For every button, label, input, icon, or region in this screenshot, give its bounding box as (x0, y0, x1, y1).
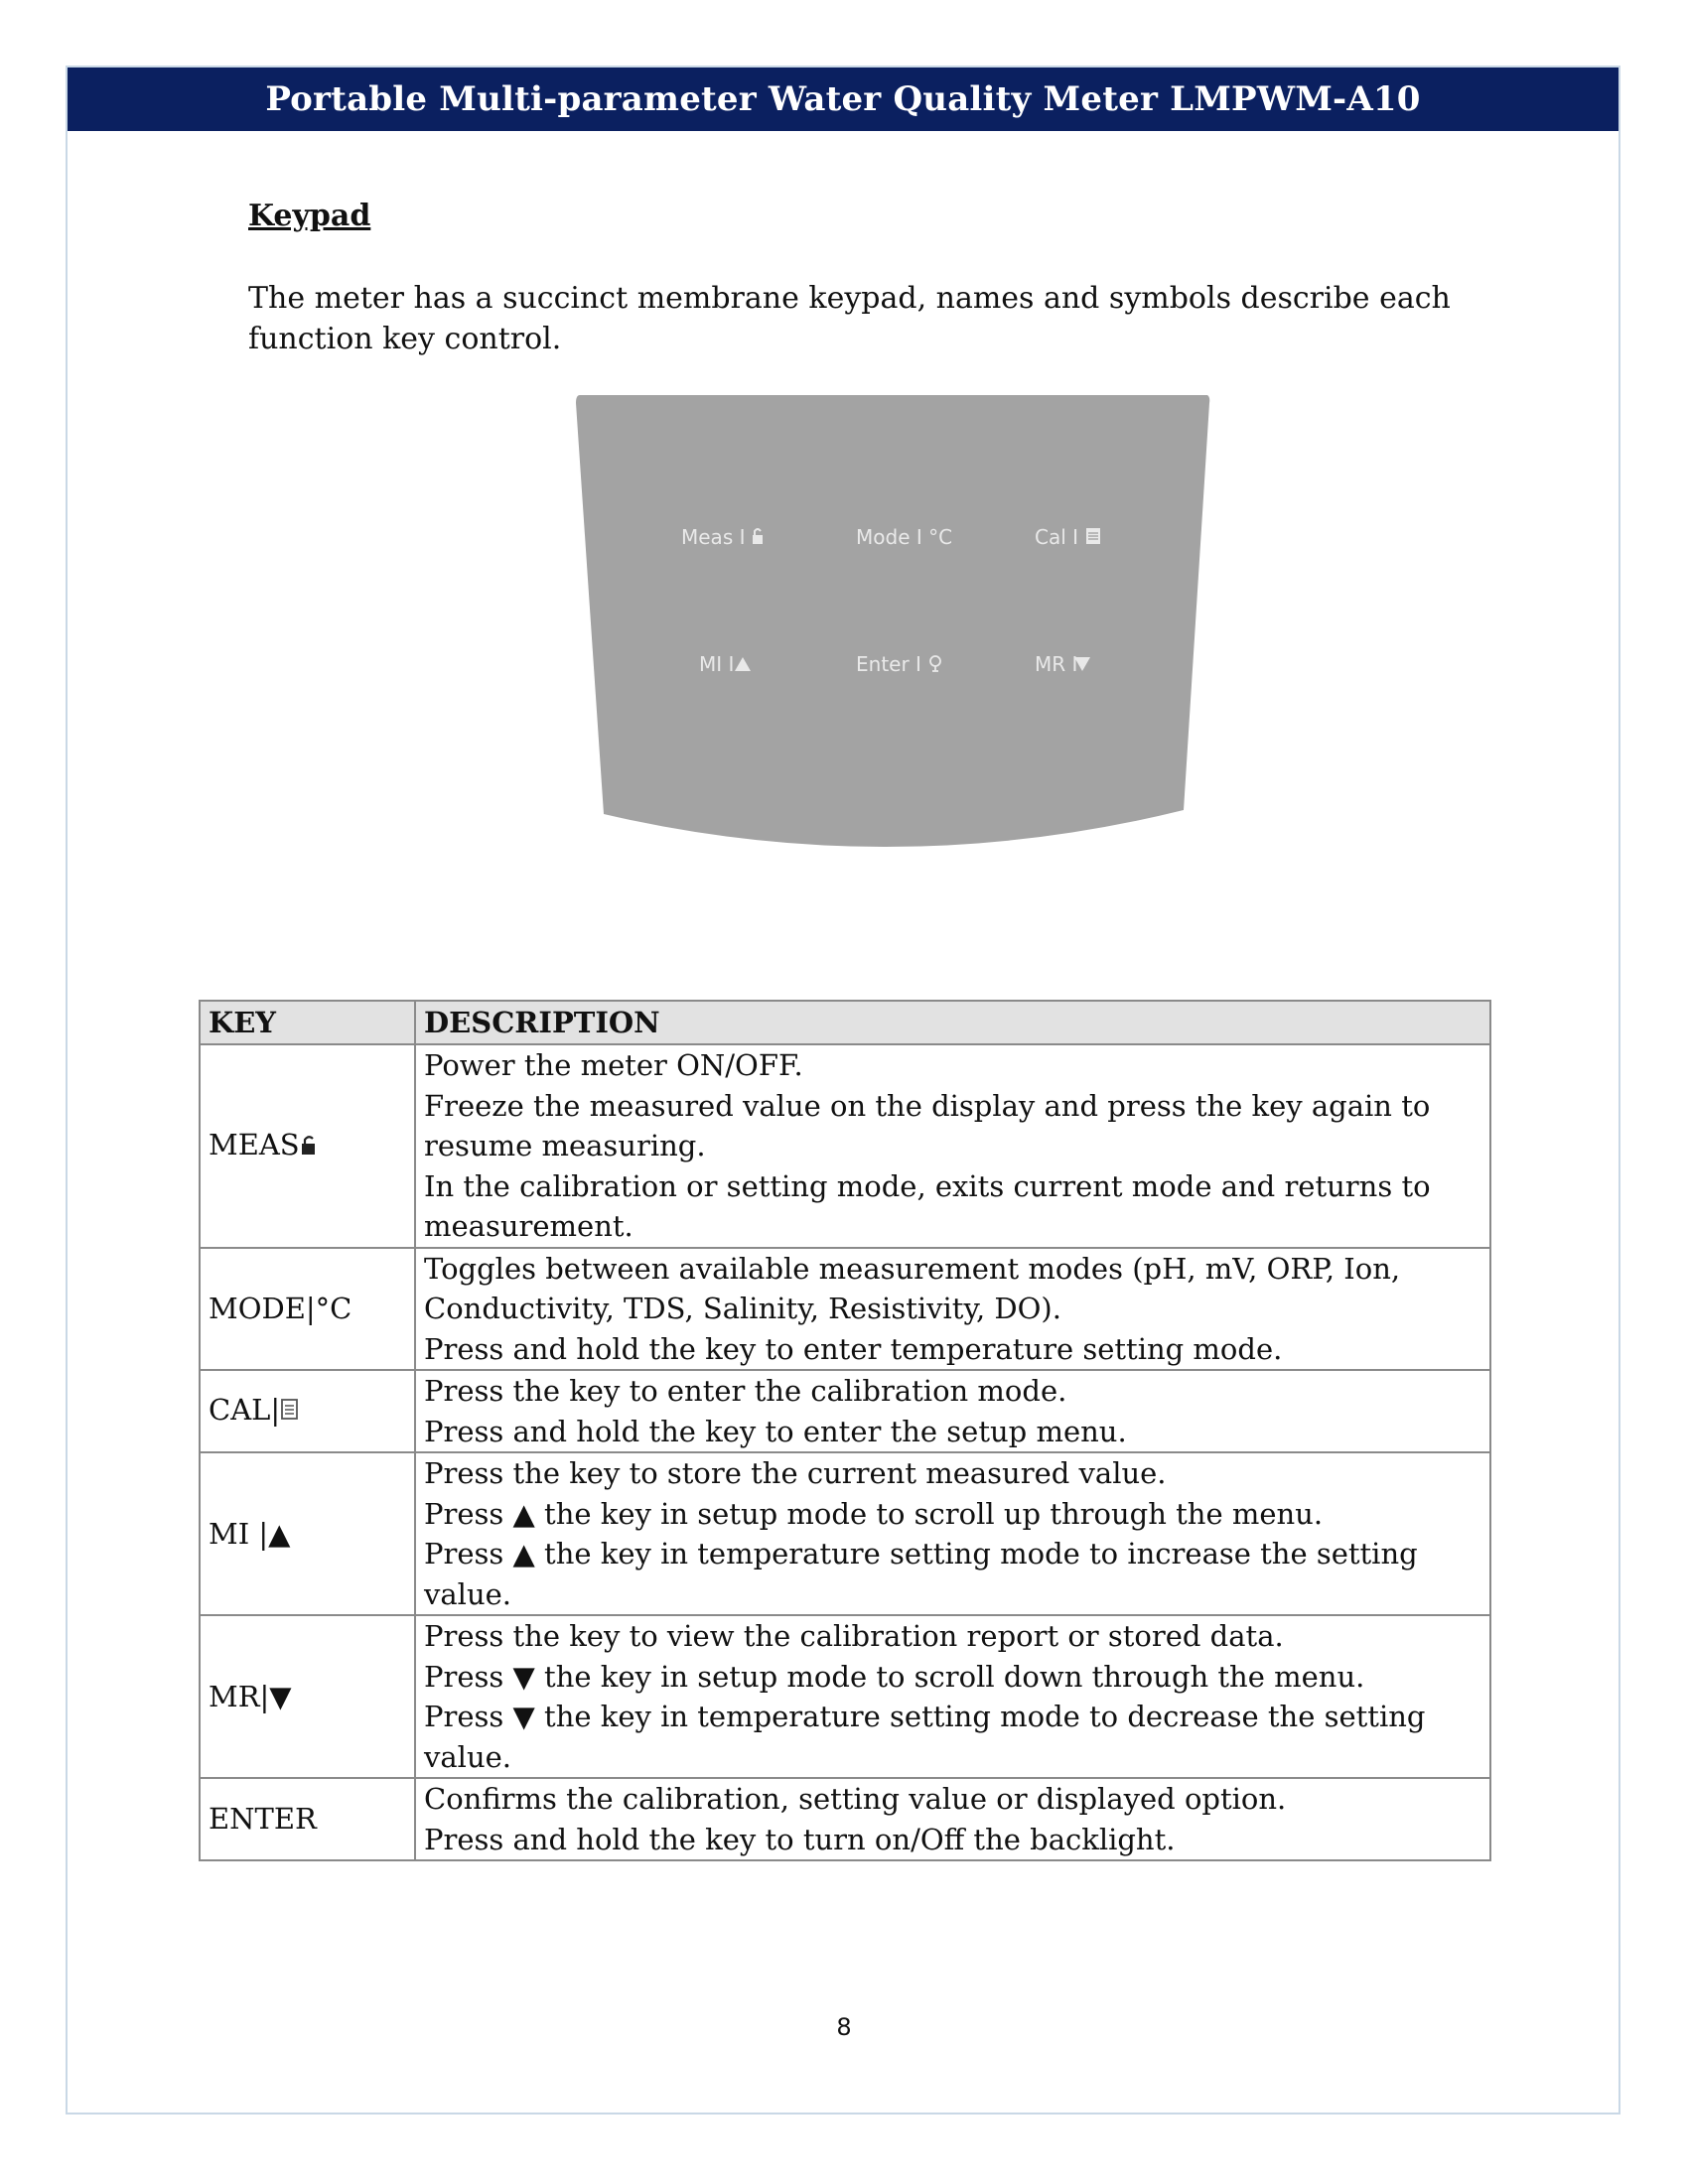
lock-open-icon (300, 1127, 318, 1167)
key-name: MODE|°C (209, 1292, 352, 1325)
key-cell (200, 1615, 415, 1778)
description-line: Press ▼ the key in temperature setting mode to decrease the setting value. (424, 1700, 1426, 1774)
description-line: In the calibration or setting mode, exits current mode and returns to measurement. (424, 1168, 1431, 1243)
key-name: ENTER (209, 1802, 317, 1837)
description-line: Confirms the calibration, setting value or displayed option. (424, 1782, 1287, 1816)
key-cell (200, 1370, 415, 1452)
table-row (200, 1370, 1490, 1452)
key-cell (200, 1778, 415, 1860)
description-line: Press and hold the key to enter the setup menu. (424, 1414, 1127, 1448)
description-line: Toggles between available measurement modes (pH, mV, ORP, Ion, Conductivity, TDS, Salinity, Resistivity, DO). (424, 1251, 1401, 1325)
description-line: Press and hold the key to turn on/Off the backlight. (424, 1822, 1176, 1856)
description-line: Press ▲ the key in setup mode to scroll up through the menu. (424, 1496, 1324, 1531)
section-heading: Keypad (248, 199, 371, 233)
key-name: MEAS (209, 1128, 300, 1162)
keypad-meas-label: Meas I (681, 525, 746, 549)
description-line: Power the meter ON/OFF. (424, 1048, 803, 1082)
key-cell (200, 1248, 415, 1371)
description-cell (415, 1370, 1490, 1452)
document-icon (1086, 528, 1100, 544)
keypad-enter-label: Enter I (856, 652, 921, 676)
description-line: Press the key to enter the calibration mode. (424, 1374, 1067, 1408)
table-row (200, 1248, 1490, 1371)
keypad-mode-label: Mode I °C (856, 525, 953, 549)
description-line: Press ▲ the key in temperature setting mode to increase the setting value. (424, 1537, 1418, 1611)
document-icon (280, 1392, 300, 1433)
description-cell (415, 1778, 1490, 1860)
document-header: Portable Multi-parameter Water Quality Meter LMPWM-A10 (68, 68, 1618, 131)
keypad-cal-label: Cal I (1035, 525, 1079, 549)
table-row (200, 1778, 1490, 1860)
table-row (200, 1615, 1490, 1778)
key-cell (200, 1452, 415, 1615)
description-cell (415, 1044, 1490, 1248)
key-name: MR|▼ (209, 1679, 292, 1713)
description-cell (415, 1615, 1490, 1778)
keypad-illustration (576, 395, 1211, 854)
keypad-mi-label: MI I (699, 652, 735, 676)
key-description-table (199, 1000, 1491, 1861)
column-header-description: DESCRIPTION (415, 1001, 1490, 1044)
description-cell (415, 1452, 1490, 1615)
description-cell (415, 1248, 1490, 1371)
table-row (200, 1452, 1490, 1615)
description-line: Freeze the measured value on the display and press the key again to resume measuring. (424, 1088, 1431, 1162)
description-line: Press and hold the key to enter temperature setting mode. (424, 1331, 1283, 1366)
column-header-key: KEY (200, 1001, 415, 1044)
description-line: Press the key to store the current measured value. (424, 1456, 1167, 1490)
intro-paragraph: The meter has a succinct membrane keypad, names and symbols describe each function key control. (248, 281, 1451, 356)
key-cell (200, 1044, 415, 1248)
key-name: MI |▲ (209, 1516, 291, 1551)
description-line: Press the key to view the calibration report or stored data. (424, 1619, 1284, 1653)
key-name: CAL| (209, 1393, 281, 1428)
table-header-row (200, 1001, 1490, 1044)
page-number: 8 (836, 2013, 852, 2041)
table-row (200, 1044, 1490, 1248)
keypad-panel (576, 395, 1209, 847)
keypad-mr-label: MR I (1035, 652, 1078, 676)
description-line: Press ▼ the key in setup mode to scroll down through the menu. (424, 1659, 1365, 1694)
